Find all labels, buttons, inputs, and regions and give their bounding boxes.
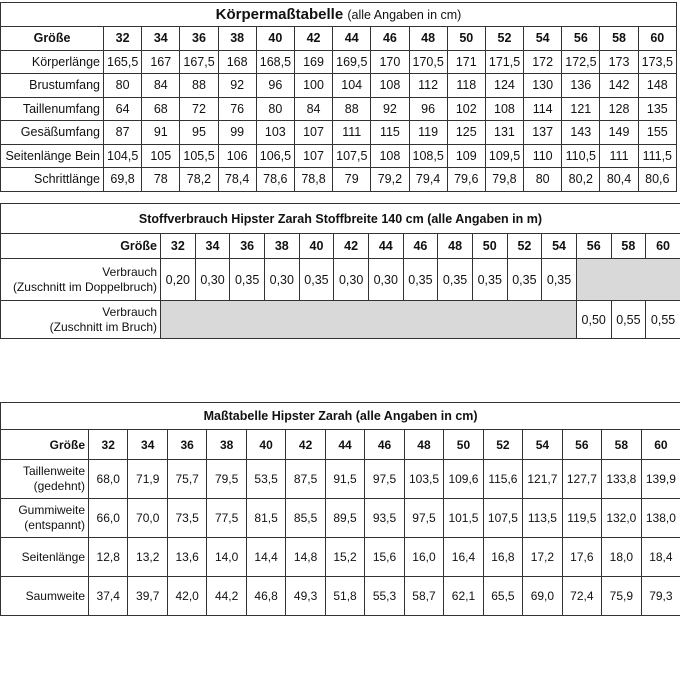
body-table-cell: 88 [333,97,371,121]
garment-table-cell: 138,0 [641,499,680,538]
garment-table-cell: 18,0 [602,538,641,577]
garment-row-label-line1: Seitenlänge [21,549,85,564]
body-table-cell: 79,2 [371,168,409,192]
body-table-cell: 78,2 [180,168,218,192]
fabric-row-label [1,259,161,301]
body-table-cell: 72 [180,97,218,121]
body-table-size-header: 52 [485,27,523,51]
garment-table-cell: 15,6 [365,538,404,577]
body-table-size-header: 54 [524,27,562,51]
body-table-cell: 119 [409,121,447,145]
body-table-cell: 80,2 [562,168,600,192]
body-table-size-header: 46 [371,27,409,51]
garment-table-row [1,577,680,616]
garment-row-label-line1: Saumweite [25,588,85,603]
body-table-cell: 105,5 [180,144,218,168]
body-table-cell: 171 [447,50,485,74]
garment-table-cell: 13,2 [128,538,167,577]
garment-table-cell: 53,5 [246,460,285,499]
garment-table-cell: 97,5 [365,460,404,499]
garment-table-cell: 12,8 [89,538,128,577]
body-table-cell: 84 [142,74,180,98]
garment-table-cell: 17,2 [523,538,562,577]
garment-table-cell: 68,0 [89,460,128,499]
body-table-cell: 169 [294,50,332,74]
garment-table-size-header: 50 [444,430,483,460]
garment-table-cell: 37,4 [89,577,128,616]
body-table-cell: 80,4 [600,168,638,192]
fabric-table-title: Stoffverbrauch Hipster Zarah Stoffbreite 140 cm (alle Angaben in m) [1,204,680,234]
body-table-cell: 155 [638,121,676,145]
garment-table-header-row [1,430,680,460]
fabric-table-size-header: 58 [611,234,646,259]
body-table-cell: 172,5 [562,50,600,74]
fabric-table-row-single-fold [1,301,680,339]
body-table-cell: 125 [447,121,485,145]
garment-table-cell: 44,2 [207,577,246,616]
body-table-row-label: Brustumfang [1,74,104,98]
body-table-cell: 96 [409,97,447,121]
fabric-row-label [1,301,161,339]
body-table-row-label: Taillenumfang [1,97,104,121]
body-table-cell: 107,5 [333,144,371,168]
garment-table-cell: 14,0 [207,538,246,577]
body-table-cell: 102 [447,97,485,121]
body-table-size-header: 36 [180,27,218,51]
body-table-cell: 108 [485,97,523,121]
body-table-cell: 170,5 [409,50,447,74]
garment-table-row-label [1,577,89,616]
garment-table-size-header: 46 [365,430,404,460]
garment-table-cell: 69,0 [523,577,562,616]
body-table-cell: 68 [142,97,180,121]
body-table-cell: 92 [218,74,256,98]
body-table-size-header: 50 [447,27,485,51]
garment-row-label-line2: (gedehnt) [33,479,85,493]
garment-table-cell: 132,0 [602,499,641,538]
fabric-table-size-header: 42 [334,234,369,259]
body-table-cell: 78,8 [294,168,332,192]
body-table-cell: 136 [562,74,600,98]
body-table-cell: 109,5 [485,144,523,168]
fabric-table-cell: 0,35 [472,259,507,301]
garment-table-size-header: 38 [207,430,246,460]
fabric-table-size-header: 54 [542,234,577,259]
body-table-cell: 167 [142,50,180,74]
fabric-consumption-table [0,203,680,339]
garment-table-row [1,499,680,538]
fabric-table-size-header: 32 [161,234,196,259]
body-table-cell: 110 [524,144,562,168]
garment-table-cell: 66,0 [89,499,128,538]
body-table-cell: 124 [485,74,523,98]
body-table-cell: 100 [294,74,332,98]
body-table-row-label: Schrittlänge [1,168,104,192]
body-table-cell: 87 [104,121,142,145]
body-table-cell: 165,5 [104,50,142,74]
garment-table-title: Maßtabelle Hipster Zarah (alle Angaben in cm) [1,403,680,430]
garment-table-size-label: Größe [1,430,89,460]
body-table-title-note: (alle Angaben in cm) [347,8,462,22]
body-table-cell: 149 [600,121,638,145]
garment-table-cell: 55,3 [365,577,404,616]
body-table-row [1,121,677,145]
body-table-cell: 84 [294,97,332,121]
garment-table-row [1,460,680,499]
fabric-table-size-header: 48 [438,234,473,259]
body-table-cell: 103 [256,121,294,145]
body-table-cell: 170 [371,50,409,74]
body-table-cell: 168,5 [256,50,294,74]
fabric-row-label-line1: Verbrauch [102,304,157,319]
garment-table-cell: 51,8 [325,577,364,616]
body-table-cell: 173 [600,50,638,74]
garment-table-cell: 14,4 [246,538,285,577]
garment-table-size-header: 40 [246,430,285,460]
body-table-size-header: 40 [256,27,294,51]
body-table-row-label: Seitenlänge Bein [1,144,104,168]
body-table-cell: 130 [524,74,562,98]
body-table-cell: 107 [294,144,332,168]
body-table-cell: 167,5 [180,50,218,74]
garment-table-cell: 107,5 [483,499,522,538]
garment-row-label-line2: (entspannt) [24,518,85,532]
body-table-cell: 78,6 [256,168,294,192]
body-table-cell: 80 [256,97,294,121]
garment-table-cell: 18,4 [641,538,680,577]
body-table-size-header: 44 [333,27,371,51]
fabric-table-empty-cell [576,259,680,301]
body-table-cell: 111 [333,121,371,145]
garment-table-cell: 16,4 [444,538,483,577]
fabric-row-label-line1: Verbrauch [102,264,157,279]
garment-table-cell: 121,7 [523,460,562,499]
garment-table-cell: 103,5 [404,460,443,499]
body-table-title-main: Körpermaßtabelle [215,6,344,23]
fabric-table-cell: 0,35 [438,259,473,301]
fabric-table-cell: 0,35 [403,259,438,301]
garment-table-cell: 70,0 [128,499,167,538]
fabric-table-size-header: 52 [507,234,542,259]
garment-table-cell: 109,6 [444,460,483,499]
body-table-cell: 79,4 [409,168,447,192]
body-table-cell: 79,8 [485,168,523,192]
body-table-cell: 173,5 [638,50,676,74]
body-table-cell: 137 [524,121,562,145]
body-table-cell: 105 [142,144,180,168]
garment-table-size-header: 60 [641,430,680,460]
garment-table-cell: 87,5 [286,460,325,499]
fabric-table-cell: 0,35 [299,259,334,301]
garment-row-label-line1: Gummiweite [18,503,85,517]
body-table-cell: 143 [562,121,600,145]
body-table-row [1,50,677,74]
garment-table-row-label [1,499,89,538]
body-table-cell: 109 [447,144,485,168]
body-table-cell: 106,5 [256,144,294,168]
fabric-table-header-row [1,234,680,259]
body-table-row [1,144,677,168]
body-table-row-label: Gesäßumfang [1,121,104,145]
body-table-cell: 108 [371,74,409,98]
body-measurement-table [0,2,677,192]
garment-table-cell: 119,5 [562,499,601,538]
garment-measurement-table [0,402,680,616]
garment-table-cell: 14,8 [286,538,325,577]
garment-table-row [1,538,680,577]
fabric-table-cell: 0,50 [576,301,611,339]
fabric-table-size-header: 38 [264,234,299,259]
garment-table-cell: 79,3 [641,577,680,616]
body-table-cell: 108,5 [409,144,447,168]
garment-table-cell: 49,3 [286,577,325,616]
fabric-table-cell: 0,30 [264,259,299,301]
garment-table-cell: 17,6 [562,538,601,577]
fabric-table-size-header: 40 [299,234,334,259]
fabric-table-size-label: Größe [1,234,161,259]
body-table-title [1,3,677,27]
body-table-cell: 172 [524,50,562,74]
fabric-table-cell: 0,55 [646,301,680,339]
body-table-cell: 79 [333,168,371,192]
fabric-table-cell: 0,30 [195,259,230,301]
garment-table-cell: 58,7 [404,577,443,616]
garment-table-cell: 113,5 [523,499,562,538]
garment-table-size-header: 36 [167,430,206,460]
garment-table-cell: 65,5 [483,577,522,616]
body-table-size-header: 34 [142,27,180,51]
garment-table-cell: 89,5 [325,499,364,538]
body-table-cell: 115 [371,121,409,145]
body-table-cell: 118 [447,74,485,98]
body-table-cell: 131 [485,121,523,145]
fabric-table-size-header: 60 [646,234,680,259]
garment-row-label-line1: Taillenweite [22,464,85,478]
body-table-cell: 80 [524,168,562,192]
fabric-table-row-double-fold [1,259,680,301]
garment-table-cell: 16,0 [404,538,443,577]
body-table-cell: 99 [218,121,256,145]
body-table-header-row [1,27,677,51]
garment-table-size-header: 58 [602,430,641,460]
garment-table-cell: 81,5 [246,499,285,538]
garment-table-cell: 75,9 [602,577,641,616]
garment-table-cell: 127,7 [562,460,601,499]
body-table-row [1,97,677,121]
body-table-cell: 169,5 [333,50,371,74]
body-table-size-header: 42 [294,27,332,51]
fabric-table-size-header: 56 [576,234,611,259]
body-table-cell: 128 [600,97,638,121]
fabric-table-size-header: 50 [472,234,507,259]
body-table-cell: 64 [104,97,142,121]
body-table-cell: 96 [256,74,294,98]
fabric-table-cell: 0,55 [611,301,646,339]
body-table-row [1,168,677,192]
body-table-cell: 104,5 [104,144,142,168]
body-table-cell: 95 [180,121,218,145]
body-table-size-header: 58 [600,27,638,51]
body-table-cell: 78,4 [218,168,256,192]
body-table-cell: 92 [371,97,409,121]
garment-table-cell: 115,6 [483,460,522,499]
fabric-table-empty-cell [161,301,577,339]
fabric-table-size-header: 46 [403,234,438,259]
fabric-table-size-header: 44 [368,234,403,259]
body-table-size-header: 56 [562,27,600,51]
garment-table-size-header: 48 [404,430,443,460]
body-table-cell: 80,6 [638,168,676,192]
body-table-row-label: Körperlänge [1,50,104,74]
body-table-cell: 110,5 [562,144,600,168]
body-table-cell: 114 [524,97,562,121]
body-table-size-label: Größe [1,27,104,51]
garment-table-cell: 73,5 [167,499,206,538]
garment-table-cell: 62,1 [444,577,483,616]
body-table-cell: 69,8 [104,168,142,192]
fabric-table-cell: 0,35 [542,259,577,301]
body-table-cell: 79,6 [447,168,485,192]
body-table-row [1,74,677,98]
garment-table-cell: 42,0 [167,577,206,616]
garment-table-size-header: 56 [562,430,601,460]
fabric-table-size-header: 36 [230,234,265,259]
body-table-size-header: 60 [638,27,676,51]
body-table-cell: 142 [600,74,638,98]
body-table-cell: 121 [562,97,600,121]
garment-table-cell: 46,8 [246,577,285,616]
garment-table-cell: 79,5 [207,460,246,499]
body-table-cell: 148 [638,74,676,98]
garment-table-cell: 15,2 [325,538,364,577]
garment-table-row-label [1,538,89,577]
garment-table-cell: 71,9 [128,460,167,499]
body-table-cell: 91 [142,121,180,145]
garment-table-cell: 77,5 [207,499,246,538]
garment-table-cell: 139,9 [641,460,680,499]
garment-table-cell: 85,5 [286,499,325,538]
garment-table-cell: 97,5 [404,499,443,538]
body-table-cell: 104 [333,74,371,98]
body-table-cell: 168 [218,50,256,74]
fabric-table-cell: 0,30 [334,259,369,301]
garment-table-cell: 91,5 [325,460,364,499]
body-table-cell: 78 [142,168,180,192]
body-table-cell: 107 [294,121,332,145]
body-table-size-header: 48 [409,27,447,51]
fabric-table-cell: 0,35 [507,259,542,301]
body-table-cell: 171,5 [485,50,523,74]
body-table-cell: 111,5 [638,144,676,168]
garment-table-cell: 39,7 [128,577,167,616]
body-table-cell: 106 [218,144,256,168]
body-table-cell: 108 [371,144,409,168]
fabric-row-label-line2: (Zuschnitt im Doppelbruch) [12,279,157,294]
garment-table-size-header: 52 [483,430,522,460]
garment-table-row-label [1,460,89,499]
garment-table-cell: 16,8 [483,538,522,577]
garment-table-size-header: 32 [89,430,128,460]
body-table-cell: 88 [180,74,218,98]
garment-table-size-header: 44 [325,430,364,460]
garment-table-cell: 13,6 [167,538,206,577]
fabric-table-cell: 0,30 [368,259,403,301]
body-table-size-header: 32 [104,27,142,51]
garment-table-size-header: 54 [523,430,562,460]
garment-table-cell: 133,8 [602,460,641,499]
fabric-row-label-line2: (Zuschnitt im Bruch) [49,319,157,334]
garment-table-cell: 93,5 [365,499,404,538]
garment-table-cell: 72,4 [562,577,601,616]
fabric-table-cell: 0,20 [161,259,196,301]
body-table-cell: 135 [638,97,676,121]
body-table-size-header: 38 [218,27,256,51]
body-table-cell: 111 [600,144,638,168]
garment-table-cell: 101,5 [444,499,483,538]
fabric-table-size-header: 34 [195,234,230,259]
body-table-cell: 80 [104,74,142,98]
body-table-cell: 76 [218,97,256,121]
fabric-table-cell: 0,35 [230,259,265,301]
body-table-cell: 112 [409,74,447,98]
garment-table-size-header: 42 [286,430,325,460]
garment-table-size-header: 34 [128,430,167,460]
garment-table-cell: 75,7 [167,460,206,499]
